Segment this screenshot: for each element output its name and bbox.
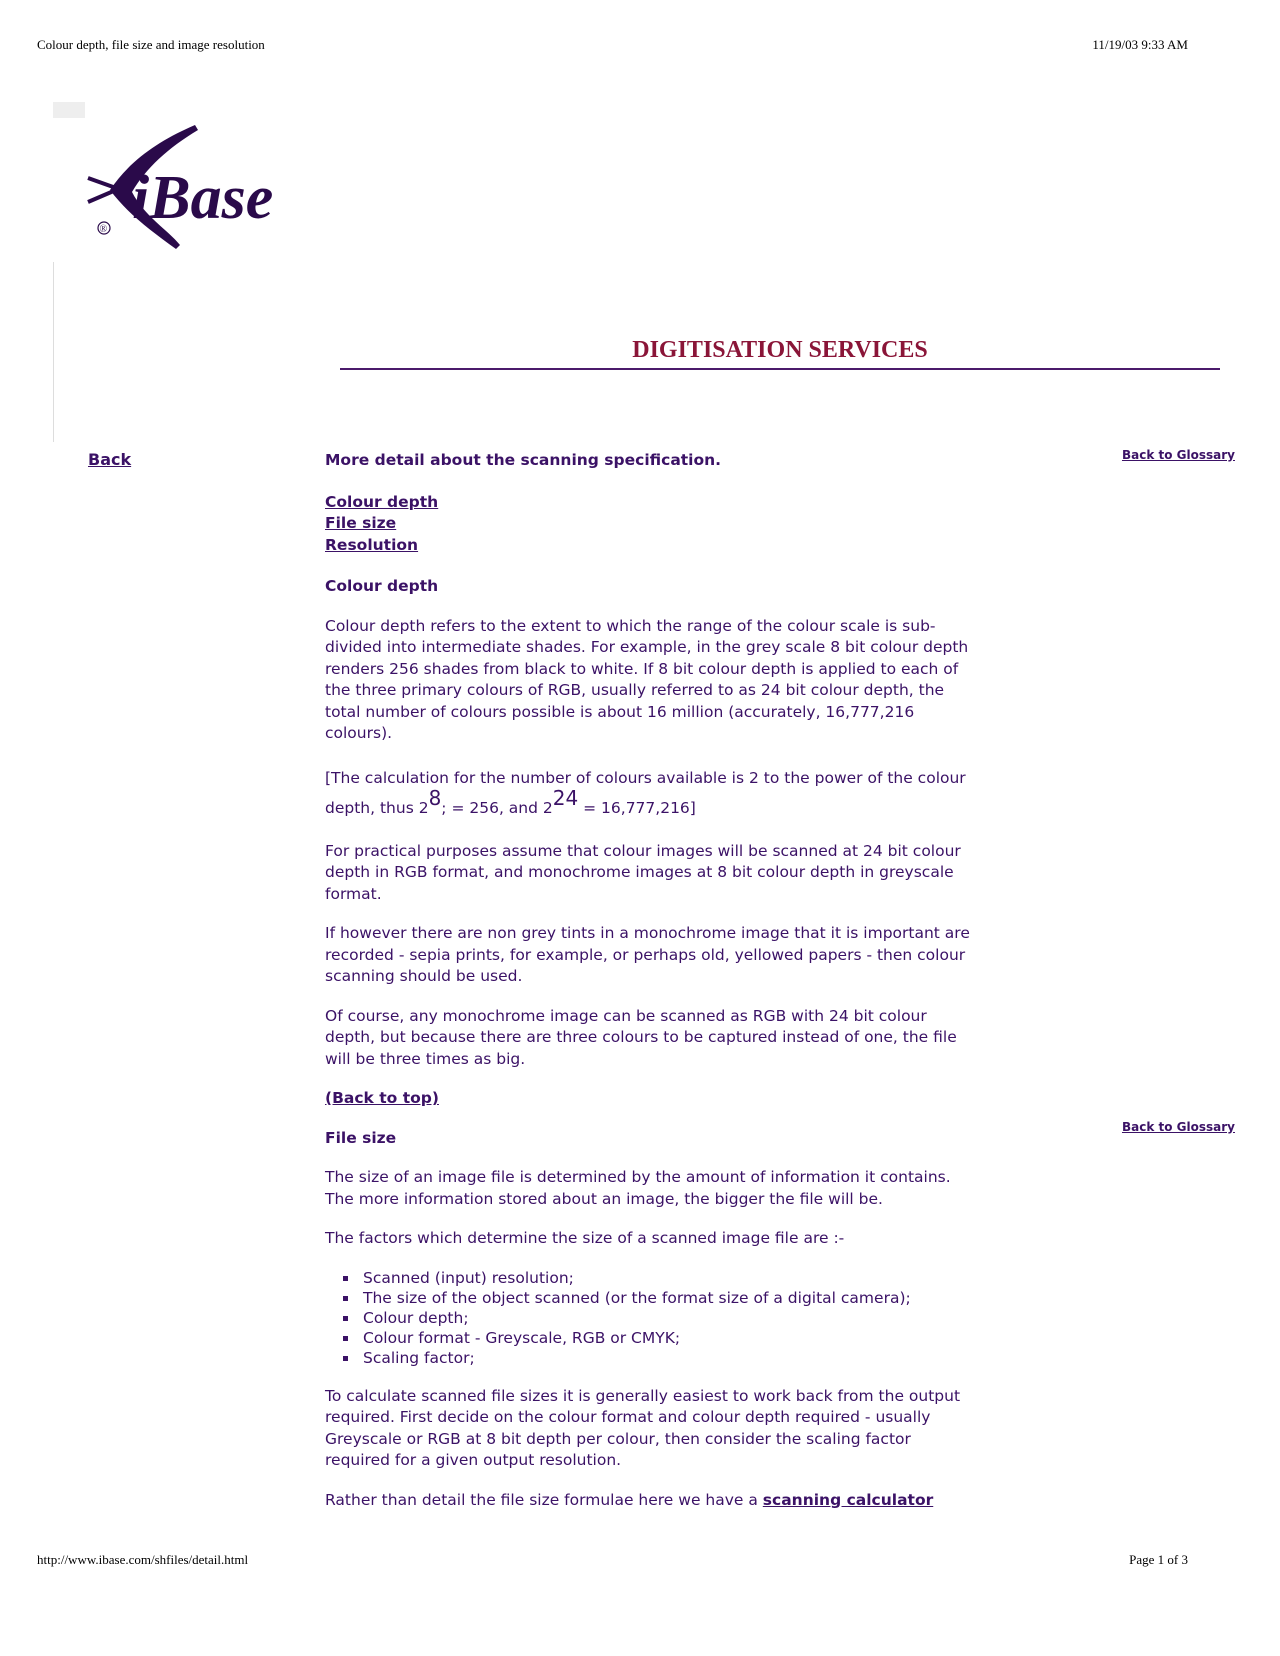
calculator-lead-text: Rather than detail the file size formulae here we have a: [325, 1490, 763, 1509]
back-link[interactable]: Back: [88, 450, 132, 469]
formula-text: = 16,777,216]: [578, 798, 696, 817]
logo-wordmark: iBase: [132, 164, 274, 232]
formula-exponent: 8: [428, 785, 442, 810]
banner-title: DIGITISATION SERVICES: [632, 337, 928, 363]
list-item: Scanned (input) resolution;: [363, 1268, 970, 1288]
back-to-glossary-link[interactable]: Back to Glossary: [1121, 1120, 1235, 1134]
formula-text: [The calculation for the number of colours available is 2 to the power of the colour depth, thus 2: [325, 768, 966, 817]
back-to-top-link[interactable]: (Back to top): [325, 1089, 439, 1107]
print-header-datetime: 11/19/03 9:33 AM: [1092, 37, 1188, 52]
ibase-logo: [80, 120, 320, 265]
intro-text: More detail about the scanning specification.: [325, 451, 722, 469]
list-item: The size of the object scanned (or the format size of a digital camera);: [363, 1288, 970, 1308]
formula-text: ; = 256, and 2: [441, 798, 553, 817]
print-header-title: Colour depth, file size and image resolution: [37, 37, 265, 52]
file-size-heading: File size: [325, 1128, 397, 1147]
file-size-factors-list: [325, 1268, 970, 1368]
registered-mark: ®: [99, 224, 108, 235]
colour-depth-paragraph: For practical purposes assume that colour images will be scanned at 24 bit colour depth in RGB format, and monochrome images at 8 bit colour depth in greyscale format.: [325, 841, 961, 903]
toc-link-colour-depth[interactable]: Colour depth: [325, 492, 439, 511]
left-divider: [53, 262, 54, 442]
scanning-calculator-link[interactable]: scanning calculator: [762, 1490, 934, 1509]
print-footer-page: Page 1 of 3: [1129, 1552, 1188, 1567]
file-size-paragraph: [325, 1490, 970, 1512]
list-item: Scaling factor;: [363, 1348, 970, 1368]
table-of-contents: [325, 492, 970, 557]
toc-link-file-size[interactable]: File size: [325, 514, 397, 532]
print-footer-url: http://www.ibase.com/shfiles/detail.html: [37, 1552, 249, 1567]
file-size-paragraph: The size of an image file is determined by the amount of information it contains. The more information stored about an image, the bigger the file will be.: [325, 1168, 951, 1208]
colour-depth-paragraph: Of course, any monochrome image can be scanned as RGB with 24 bit colour depth, but because there are three colours to be captured instead of one, the file will be three times as big.: [325, 1006, 957, 1068]
banner-underline: [340, 368, 1220, 370]
file-size-paragraph: The factors which determine the size of a scanned image file are :-: [325, 1229, 845, 1247]
file-size-paragraph: To calculate scanned file sizes it is generally easiest to work back from the output required. First decide on the colour format and colour depth required - usually Greyscale or RGB at 8 bit depth per colour, then consider the scaling factor required for a given output resolution.: [325, 1386, 961, 1469]
colour-depth-paragraph: Colour depth refers to the extent to which the range of the colour scale is sub-divided into intermediate shades. For example, in the grey scale 8 bit colour depth renders 256 shades from black to white. If 8 bit colour depth is applied to each of the three primary colours of RGB, usually referred to as 24 bit colour depth, the total number of colours possible is about 16 million (accurately, 16,777,216 colours).: [325, 616, 969, 742]
formula-exponent: 24: [552, 785, 579, 810]
logo-spacer: [53, 102, 85, 118]
colour-depth-paragraph: If however there are non grey tints in a monochrome image that it is important are recorded - sepia prints, for example, or perhaps old, yellowed papers - then colour scanning should be used.: [325, 924, 970, 985]
list-item: Colour format - Greyscale, RGB or CMYK;: [363, 1328, 970, 1348]
toc-link-resolution[interactable]: Resolution: [325, 535, 419, 554]
main-content: [325, 450, 970, 1529]
colour-depth-heading: Colour depth: [325, 577, 439, 595]
back-to-glossary-link[interactable]: Back to Glossary: [1121, 448, 1235, 462]
list-item: Colour depth;: [363, 1308, 970, 1328]
colour-formula: [325, 763, 970, 823]
